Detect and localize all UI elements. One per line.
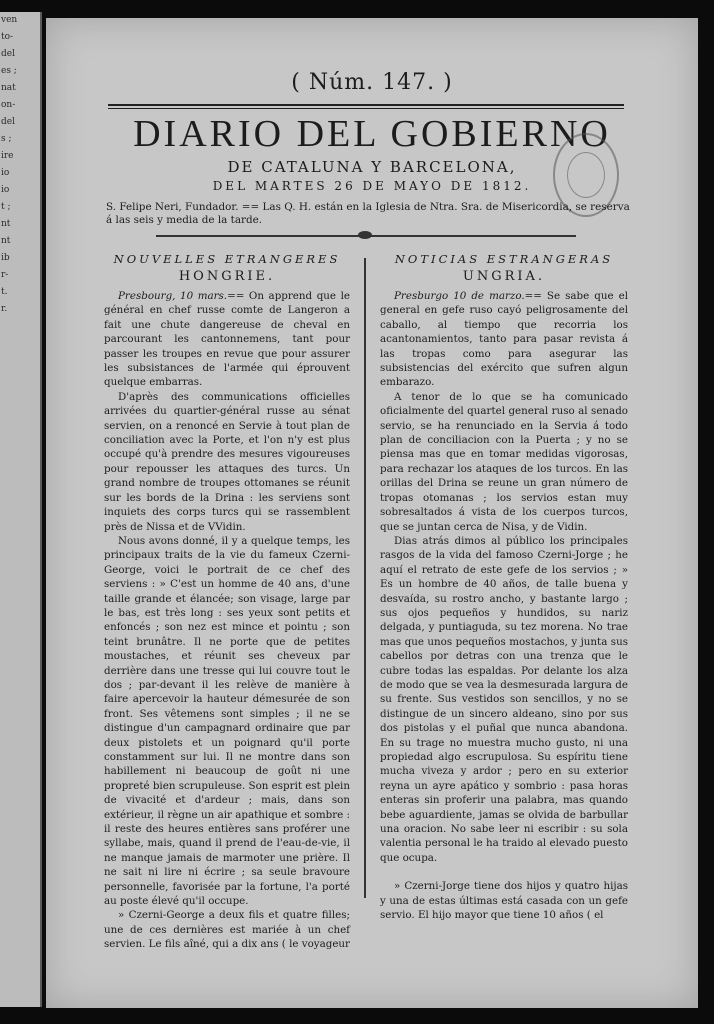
previous-page-fragment: del: [1, 49, 15, 59]
issue-dateline: DEL MARTES 26 DE MAYO DE 1812.: [212, 179, 532, 193]
ornament-center: [358, 231, 372, 239]
previous-page-fragment: nt: [1, 236, 11, 246]
top-rule: [108, 104, 624, 106]
french-paragraph-4: » Czerni-George a deux fils et quatre filles; une de ces dernières est mariée à un chef servien. Le fils aîné, qui a dix ans ( le voyageur: [104, 909, 350, 951]
previous-page-fragment: r.: [1, 304, 8, 314]
previous-page-fragment: t.: [1, 287, 8, 297]
french-paragraph-2: D'après des communications officielles arrivées du quartier-général russe au sénat servien, on a renoncé en Servie à tout plan de conciliation avec la Porte, et l'on n'y est plus occupé qu'à prendre des mesures vigoureuses pour repousser les attaques des turcs. Un grand nombre de troupes ottomanes se réunit sur les bords de la Drina : les serviens sont inquiets des corps turcs qui se rassemblent près de Nissa et de VVidin.: [104, 390, 350, 533]
previous-page-fragment: s ;: [1, 134, 12, 144]
spanish-country-heading: UNGRIA.: [462, 269, 546, 284]
spanish-paragraph-3: Dias atrás dimos al público los principales rasgos de la vida del famoso Czerni-Jorge ; he aquí el retrato de este gefe de los servios ; » Es un hombre de 40 años, de talle buena y desvaída, su rostro ancho, y bastante largo ; sus ojos pequeños y hundidos, su nariz delgada, y puntiaguda, su tez morena. No trae mas que unos pequeños mostachos, y junta sus cabellos por detras con una trenza que le cubre todas las espaldas. Por delante los alza de modo que se vea la desmesurada largura de su frente. Sus vestidos son sencillos, y no se distingue de un sincero aldeano, sino por sus dos pistolas y el puñal que nunca abandona. En su trage no muestra mucho gusto, ni una propiedad algo escrupulosa. Su espíritu tiene mucha viveza y ardor ; pero en su exterior reyna un ayre apático y sombrio : pasa horas enteras sin proferir una palabra, mas quando bebe aguardiente, jamas se olvida de barbullar una oracion. No sabe leer ni escribir : su sola valentia personal le ha traido al elevado puesto que ocupa.: [380, 534, 628, 864]
previous-page-fragment: nat: [1, 83, 16, 93]
previous-page-fragment: es ;: [1, 66, 17, 76]
spanish-section-heading: NOTICIAS ESTRANGERAS: [394, 252, 614, 266]
previous-page-fragment: io: [1, 168, 10, 178]
previous-page-fragment: ire: [1, 151, 14, 161]
previous-page-fragment: io: [1, 185, 10, 195]
masthead-subtitle: DE CATALUNA Y BARCELONA,: [227, 158, 517, 176]
previous-page-fragment: to-: [1, 32, 14, 42]
previous-page-fragment: nt: [1, 219, 11, 229]
spanish-paragraph-2: A tenor de lo que se ha comunicado oficialmente del quartel general ruso al senado servio, se ha renunciado en la Servia á todo plan de conciliacion con la Puerta ; y no se piensa mas que en tomar medidas vigorosas, para rechazar los ataques de los turcos. En las orillas del Drina se reune un gran número de tropas otomanas ; los servios estan muy sobresaltados á vista de los cuerpos turcos, que se juntan cerca de Nisa, y de Vidin.: [380, 390, 628, 533]
french-paragraph-1: Presbourg, 10 mars.== On apprend que le général en chef russe comte de Langeron a fait une chute dangereuse de cheval en parcourant les cantonnemens, tant pour passer les troupes en revue que pour assurer les subsistances de l'armée qui éprouvent quelque embarras.: [104, 290, 350, 389]
previous-page-fragment: on-: [1, 100, 16, 110]
french-section-heading: NOUVELLES ETRANGERES: [113, 252, 341, 266]
previous-page-fragment: t ;: [1, 202, 11, 212]
newspaper-page: [46, 18, 698, 1008]
previous-page-fragment: ven: [1, 15, 18, 25]
french-country-heading: HONGRIE.: [178, 269, 276, 284]
spanish-column: [380, 252, 628, 922]
previous-page-fragment: ib: [1, 253, 10, 263]
masthead-title: DIARIO DEL GOBIERNO: [133, 113, 611, 155]
column-divider: [364, 258, 366, 898]
religious-notice: S. Felipe Neri, Fundador. == Las Q. H. están en la Iglesia de Ntra. Sra. de Misericordia, se reserva á las seis y media de la tarde.: [106, 201, 630, 226]
top-rule-thin: [108, 108, 624, 109]
previous-page-edge: [0, 12, 42, 1007]
french-column: [104, 252, 350, 952]
page-number: ( Núm. 147. ): [291, 70, 453, 95]
french-paragraph-3: Nous avons donné, il y a quelque temps, les principaux traits de la vie du fameux Czerni-George, voici le portrait de ce chef des serviens : » C'est un homme de 40 ans, d'une taille grande et élancée; son visage, large par le bas, est très long : ses yeux sont petits et enfoncés ; son nez est mince et pointu ; son teint brunâtre. Il ne porte que de petites moustaches, et réunit ses cheveux par derrière dans une tresse qui lui couvre tout le dos ; par-devant il les relève de manière à faire apercevoir la hauteur démesurée de son front. Ses vêtemens sont simples ; il ne se distingue d'un campagnard ordinaire que par deux pistolets et un poignard qu'il porte constamment sur lui. Il ne montre dans son habillement ni beaucoup de goût ni une propreté bien scrupuleuse. Son esprit est plein de vivacité et d'ardeur ; mais, dans son extérieur, il règne un air apathique et sombre : il reste des heures entières sans proférer une syllabe, mais, quand il prend de l'eau-de-vie, il ne manque jamais de marmoter une prière. Il ne sait ni lire ni écrire ; sa seule bravoure personnelle, favorisée par la fortune, l'a porté au poste élevé qu'il occupe.: [104, 534, 350, 908]
previous-page-fragment: del: [1, 117, 15, 127]
previous-page-fragment: r-: [1, 270, 9, 280]
spanish-paragraph-4: » Czerni-Jorge tiene dos hijos y quatro hijas y una de estas últimas está casada con un gefe servio. El hijo mayor que tiene 10 años ( el: [380, 880, 628, 922]
spanish-paragraph-1: Presburgo 10 de marzo.== Se sabe que el general en gefe ruso cayó peligrosamente del caballo, al tiempo que recorria los acantonamientos, tanto para pasar revista á las tropas como para asegurar las subsistencias del exército que sufren algun embarazo.: [380, 290, 628, 389]
